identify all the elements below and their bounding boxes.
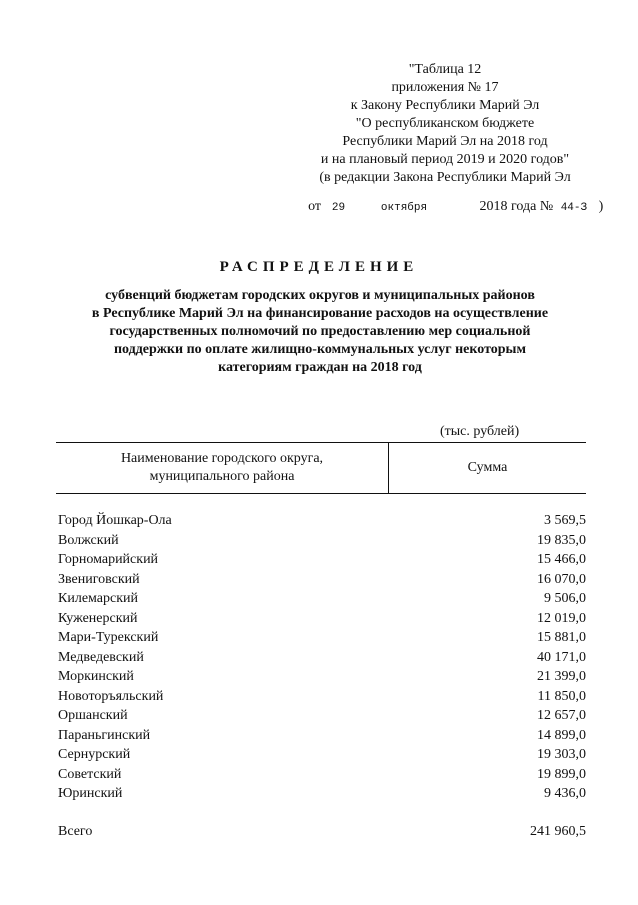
table-body xyxy=(58,511,586,804)
units-label: (тыс. рублей) xyxy=(440,424,520,439)
district-name: Волжский xyxy=(58,532,119,548)
table-row xyxy=(58,667,586,687)
district-sum: 11 850,0 xyxy=(537,688,586,704)
table-row xyxy=(58,511,586,531)
district-name: Оршанский xyxy=(58,708,128,723)
district-name: Мари-Турекский xyxy=(58,630,159,645)
subtitle-line: государственных полномочий по предоставлению мер социальной xyxy=(109,324,531,339)
column-header-name xyxy=(56,443,389,493)
district-sum: 12 657,0 xyxy=(537,708,586,723)
table-row xyxy=(58,687,586,707)
header-line: "О республиканском бюджете xyxy=(355,116,535,131)
total-value: 241 960,5 xyxy=(530,824,586,839)
appendix-reference xyxy=(300,61,590,187)
district-name: Горномарийский xyxy=(58,552,159,567)
table-row xyxy=(58,726,586,746)
law-number: 44-З xyxy=(560,202,588,214)
date-prefix: от xyxy=(308,199,321,214)
district-sum: 3 569,5 xyxy=(544,513,586,528)
table-row xyxy=(58,570,586,590)
table-total-row xyxy=(58,822,586,842)
district-name: Сернурский xyxy=(58,747,131,762)
district-sum: 16 070,0 xyxy=(537,571,586,587)
document-title: РАСПРЕДЕЛЕНИЕ xyxy=(219,259,419,275)
subtitle-line: в Республике Марий Эл на финансирование расходов на осуществление xyxy=(91,306,549,321)
header-line: "Таблица 12 xyxy=(408,62,482,77)
total-label: Всего xyxy=(58,824,93,839)
district-sum: 15 466,0 xyxy=(537,552,586,567)
table-header xyxy=(56,442,586,494)
district-sum: 15 881,0 xyxy=(537,630,586,645)
district-name: Новоторъяльский xyxy=(58,688,164,704)
column-header-sum: Сумма xyxy=(467,460,508,475)
amendment-date-line xyxy=(287,198,604,217)
date-month: октября xyxy=(380,202,428,214)
table-row xyxy=(58,765,586,785)
date-suffix: ) xyxy=(598,199,604,214)
table-row xyxy=(58,589,586,609)
column-header-name-line: Наименование городского округа, xyxy=(120,451,324,466)
table-row xyxy=(58,784,586,804)
subtitle-line: категориям граждан на 2018 год xyxy=(218,360,422,375)
header-line: Республики Марий Эл на 2018 год xyxy=(342,134,548,149)
table-row xyxy=(58,628,586,648)
district-name: Параньгинский xyxy=(58,727,151,743)
subtitle-line: субвенций бюджетам городских округов и муниципальных районов xyxy=(105,288,535,303)
district-name: Город Йошкар-Ола xyxy=(58,513,172,528)
table-row xyxy=(58,745,586,765)
district-sum: 19 899,0 xyxy=(537,766,586,782)
district-sum: 40 171,0 xyxy=(537,649,586,665)
subtitle-line: поддержки по оплате жилищно-коммунальных услуг некоторым xyxy=(113,342,527,357)
date-day: 29 xyxy=(331,202,346,214)
header-line: (в редакции Закона Республики Марий Эл xyxy=(319,170,571,185)
table-row xyxy=(58,609,586,629)
district-name: Куженерский xyxy=(58,610,138,626)
date-year: 2018 года № xyxy=(479,199,554,214)
district-name: Юринский xyxy=(58,786,123,801)
district-sum: 9 506,0 xyxy=(544,591,586,606)
header-line: к Закону Республики Марий Эл xyxy=(350,98,540,113)
district-sum: 21 399,0 xyxy=(537,669,586,684)
district-sum: 14 899,0 xyxy=(537,727,586,743)
district-sum: 9 436,0 xyxy=(544,786,586,801)
column-header-name-line: муниципального района xyxy=(149,469,295,484)
district-name: Медведевский xyxy=(58,649,144,665)
district-name: Советский xyxy=(58,766,122,782)
table-row xyxy=(58,706,586,726)
district-sum: 19 835,0 xyxy=(537,532,586,548)
district-sum: 12 019,0 xyxy=(537,610,586,626)
district-name: Звениговский xyxy=(58,571,140,587)
district-name: Килемарский xyxy=(58,591,139,606)
table-row xyxy=(58,531,586,551)
table-row xyxy=(58,648,586,668)
table-row xyxy=(58,550,586,570)
header-line: приложения № 17 xyxy=(391,80,499,95)
header-line: и на плановый период 2019 и 2020 годов" xyxy=(320,152,570,167)
document-subtitle xyxy=(50,287,590,377)
district-name: Моркинский xyxy=(58,669,134,684)
district-sum: 19 303,0 xyxy=(537,747,586,762)
